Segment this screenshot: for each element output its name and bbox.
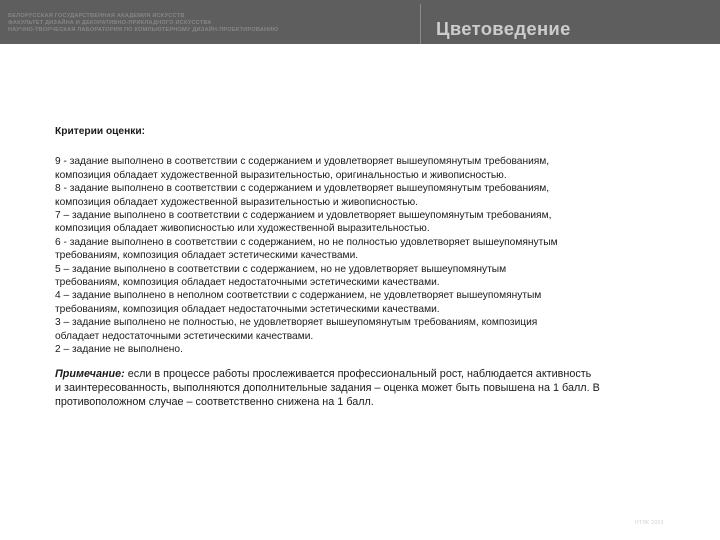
criteria-line: 8 - задание выполнено в соответствии с содержанием и удовлетворяет вышеупомянутым требованиям,	[55, 183, 550, 195]
org-line-3: НАУЧНО-ТВОРЧЕСКАЯ ЛАБОРАТОРИЯ ПО КОМПЬЮТЕРНОМУ ДИЗАЙН-ПРОЕКТИРОВАНИЮ	[8, 27, 279, 34]
org-line-1: БЕЛОРУССКАЯ ГОСУДАРСТВЕННАЯ АКАДЕМИЯ ИСКУССТВ	[8, 13, 185, 19]
note-line	[55, 367, 665, 381]
header-bar	[0, 0, 720, 44]
criteria-line: 9 - задание выполнено в соответствии с содержанием и удовлетворяет вышеупомянутым требованиям,	[55, 156, 550, 168]
header-divider	[420, 4, 421, 44]
criteria-line: обладает недостаточными эстетическими качествами.	[55, 330, 314, 342]
criteria-line: композиция обладает художественной выразительностью, оригинальностью и живописностью.	[55, 169, 507, 181]
criteria-line: 4 – задание выполнено в неполном соответствии с содержанием, не удовлетворяет вышеупомянутым	[55, 290, 542, 302]
criteria-line: композиция обладает живописностью или художественной выразительностью.	[55, 223, 430, 235]
criteria-list	[55, 155, 665, 356]
criteria-line: 6 - задание выполнено в соответствии с содержанием, но не полностью удовлетворяет вышеупомянутым	[55, 236, 558, 248]
note-paragraph	[55, 367, 665, 410]
criteria-line: требованиям, композиция обладает эстетическими качествами.	[55, 250, 359, 262]
criteria-line: 5 – задание выполнено в соответствии с содержанием, но не удовлетворяет вышеупомянутым	[55, 263, 507, 275]
criteria-line: требованиям, композиция обладает недостаточными эстетическими качествами.	[55, 303, 440, 315]
criteria-line: 7 – задание выполнено в соответствии с содержанием и удовлетворяет вышеупомянутым требованиям,	[55, 210, 552, 222]
note-text: если в процессе работы прослеживается профессиональный рост, наблюдается активность	[124, 367, 592, 380]
note-line: противоположном случае – соответственно снижена на 1 балл.	[55, 396, 374, 409]
criteria-line: композиция обладает художественной выразительностью и живописностью.	[55, 196, 419, 208]
criteria-line: 2 – задание не выполнено.	[55, 344, 183, 356]
footer-mark: НТЛК 2003	[635, 520, 664, 526]
note-line: и заинтересованность, выполняются дополнительные задания – оценка может быть повышена на 1 балл. В	[55, 381, 600, 394]
criteria-heading: Критерии оценки:	[55, 126, 145, 137]
criteria-content	[55, 125, 665, 410]
note-label: Примечание:	[55, 367, 125, 380]
organization-name	[8, 13, 408, 35]
org-line-2: ФАКУЛЬТЕТ ДИЗАЙНА И ДЕКОРАТИВНО-ПРИКЛАДНОГО ИСКУССТВА	[8, 20, 212, 27]
criteria-line: 3 – задание выполнено не полностью, не удовлетворяет вышеупомянутым требованиям, композиция	[55, 317, 538, 329]
criteria-line: требованиям, композиция обладает недостаточными эстетическими качествами.	[55, 277, 440, 289]
slide-title: Цветоведение	[436, 18, 571, 39]
